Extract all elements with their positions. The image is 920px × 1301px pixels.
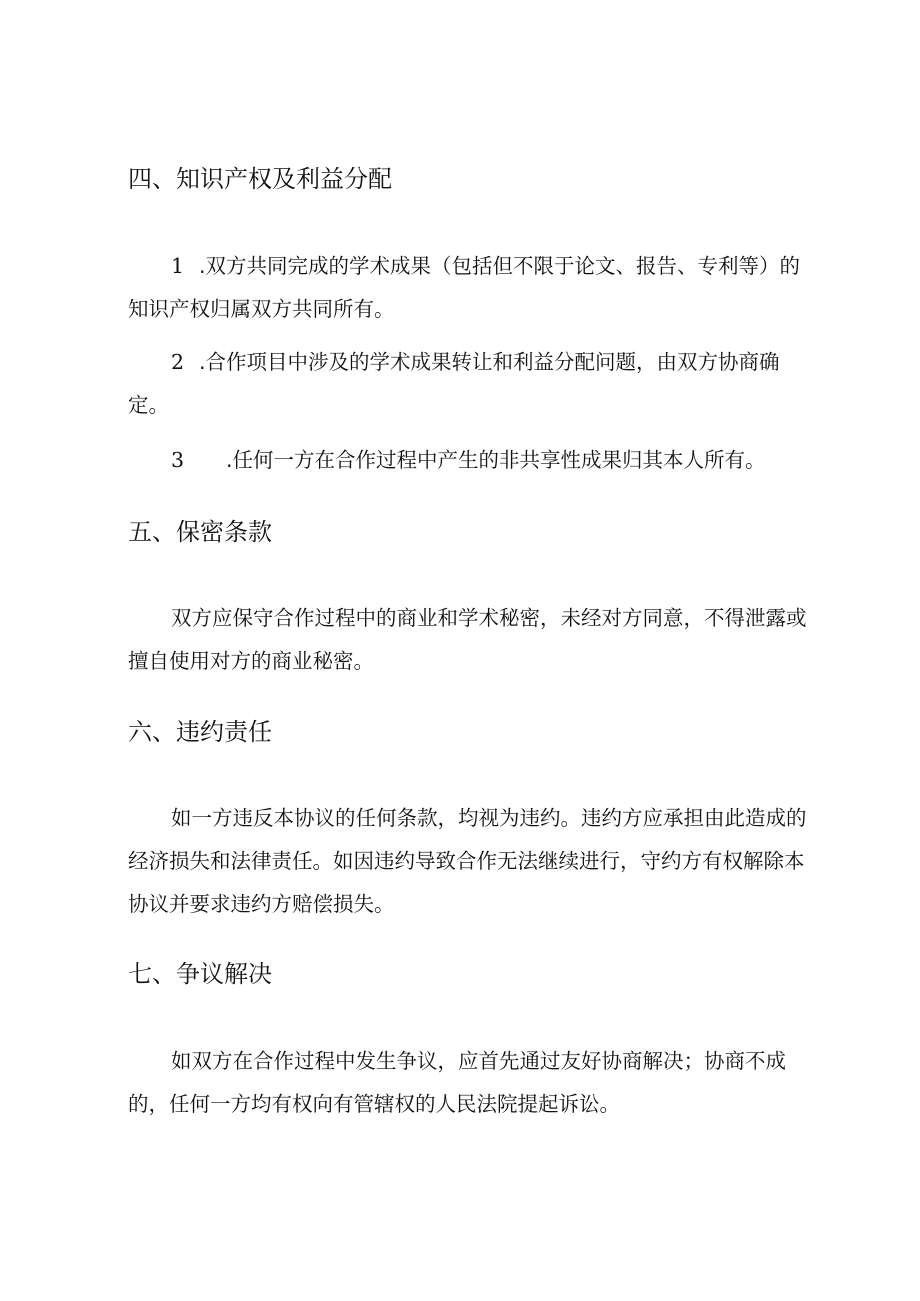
paragraph-line: 经济损失和法律责任。如因违约导致合作无法继续进行，守约方有权解除本 xyxy=(128,849,805,873)
item-2-second-line: 定。 xyxy=(128,393,169,417)
section-4-item-3 xyxy=(128,439,798,482)
paragraph-line: 协议并要求违约方赔偿损失。 xyxy=(128,892,395,916)
item-3-number: 3 xyxy=(171,448,185,472)
section-6-heading: 六、违约责任 xyxy=(128,718,272,746)
section-5-heading: 五、保密条款 xyxy=(128,518,272,546)
item-1-number: 1 xyxy=(171,254,185,278)
section-4-heading: 四、知识产权及利益分配 xyxy=(128,165,392,193)
item-1-text: .双方共同完成的学术成果（包括但不限于论文、报告、专利等）的 xyxy=(199,254,801,278)
paragraph-line: 如双方在合作过程中发生争议，应首先通过友好协商解决；协商不成 xyxy=(171,1049,786,1073)
section-4-item-2 xyxy=(128,341,798,427)
item-3-text: .任何一方在合作过程中产生的非共享性成果归其本人所有。 xyxy=(226,448,766,472)
item-1-second-line: 知识产权归属双方共同所有。 xyxy=(128,297,395,321)
paragraph-line: 如一方违反本协议的任何条款，均视为违约。违约方应承担由此造成的 xyxy=(171,806,807,830)
section-7-heading: 七、争议解决 xyxy=(128,960,272,988)
section-4-item-1 xyxy=(128,245,801,331)
paragraph-line: 双方应保守合作过程中的商业和学术秘密，未经对方同意，不得泄露或 xyxy=(171,606,807,630)
section-6-paragraph xyxy=(128,797,807,926)
item-2-number: 2 xyxy=(171,350,185,374)
item-2-text: .合作项目中涉及的学术成果转让和利益分配问题，由双方协商确 xyxy=(199,350,780,374)
item-3-first-line xyxy=(128,439,798,482)
item-1-first-line xyxy=(128,245,801,288)
item-2-first-line xyxy=(128,341,798,384)
section-7-paragraph xyxy=(128,1040,798,1126)
paragraph-line: 的，任何一方均有权向有管辖权的人民法院提起诉讼。 xyxy=(128,1092,620,1116)
paragraph-line: 擅自使用对方的商业秘密。 xyxy=(128,649,374,673)
section-5-paragraph xyxy=(128,597,807,683)
